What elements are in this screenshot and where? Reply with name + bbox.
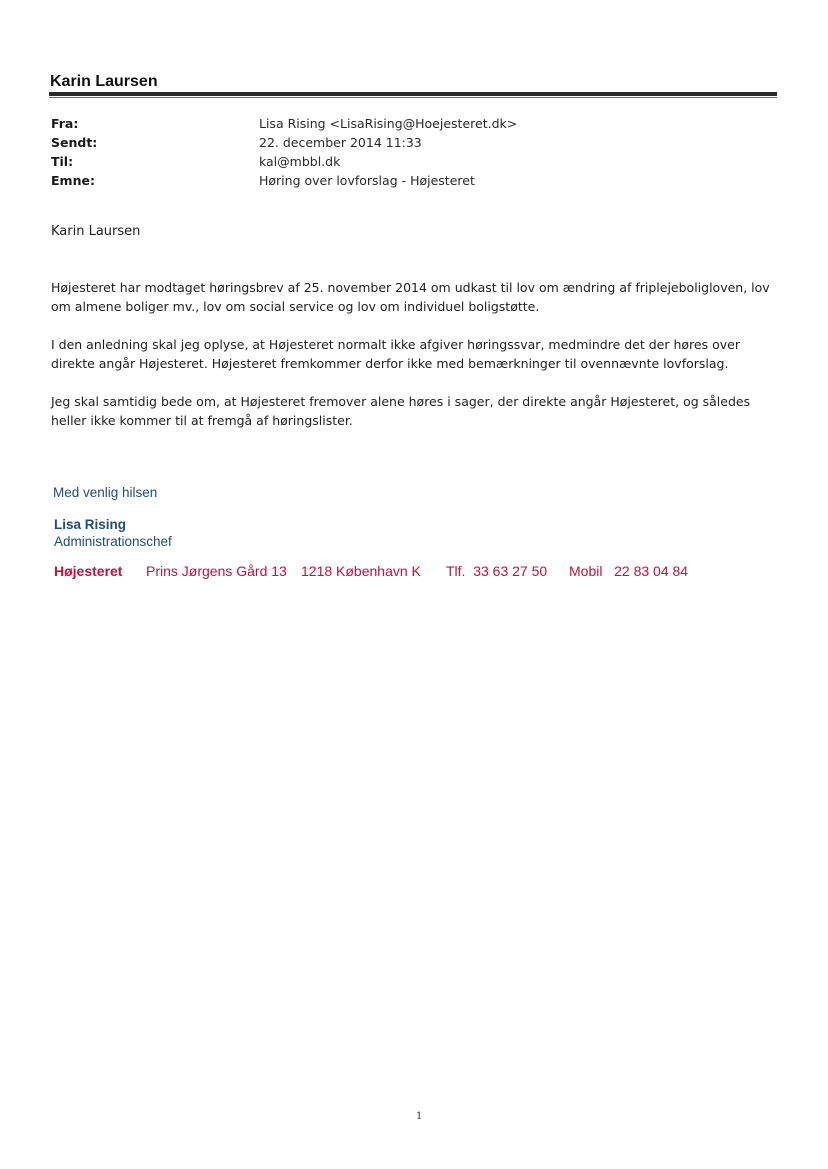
- signature-phone: Tlf. 33 63 27 50: [446, 563, 548, 579]
- signature-address: Prins Jørgens Gård 13: [146, 563, 287, 579]
- signature-role: Administrationschef: [54, 534, 172, 549]
- signature-closing: Med venlig hilsen: [53, 485, 158, 500]
- sent-label: Sendt:: [51, 135, 98, 150]
- to-row: [51, 152, 517, 171]
- salutation: Karin Laursen: [51, 224, 141, 239]
- signature-mobile: Mobil 22 83 04 84: [569, 563, 689, 579]
- signature-organization: Højesteret: [54, 563, 123, 579]
- from-value: Lisa Rising <LisaRising@Hoejesteret.dk>: [259, 116, 518, 131]
- email-header-fields: [51, 114, 517, 190]
- to-value: kal@mbbl.dk: [259, 154, 341, 169]
- to-label: Til:: [51, 154, 74, 169]
- title-divider-thin: [49, 97, 777, 98]
- from-label: Fra:: [51, 116, 79, 131]
- subject-label: Emne:: [51, 173, 95, 188]
- body-paragraph-1: Højesteret har modtaget høringsbrev af 25. november 2014 om udkast til lov om ændring af friplejeboligloven, lov om almene boliger mv., lov om social service og lov om individuel boligstøtte.: [51, 280, 770, 314]
- body-paragraph-2: I den anledning skal jeg oplyse, at Højesteret normalt ikke afgiver høringssvar, medmindre det der høres over direkte angår Højesteret. Højesteret fremkommer derfor ikke med bemærkninger til ovennævnte lovforslag.: [51, 337, 740, 371]
- subject-value: Høring over lovforslag - Højesteret: [259, 173, 475, 188]
- title-divider: [49, 92, 777, 96]
- email-title: Karin Laursen: [50, 73, 158, 90]
- signature-postal: 1218 København K: [301, 563, 421, 579]
- from-row: [51, 114, 517, 133]
- subject-row: [51, 171, 517, 190]
- body-paragraph-3: Jeg skal samtidig bede om, at Højesteret fremover alene høres i sager, der direkte angår Højesteret, og således heller ikke kommer til at fremgå af høringslister.: [51, 394, 751, 428]
- signature-name: Lisa Rising: [54, 517, 127, 532]
- sent-row: [51, 133, 517, 152]
- page-number: 1: [416, 1111, 423, 1122]
- sent-value: 22. december 2014 11:33: [259, 135, 422, 150]
